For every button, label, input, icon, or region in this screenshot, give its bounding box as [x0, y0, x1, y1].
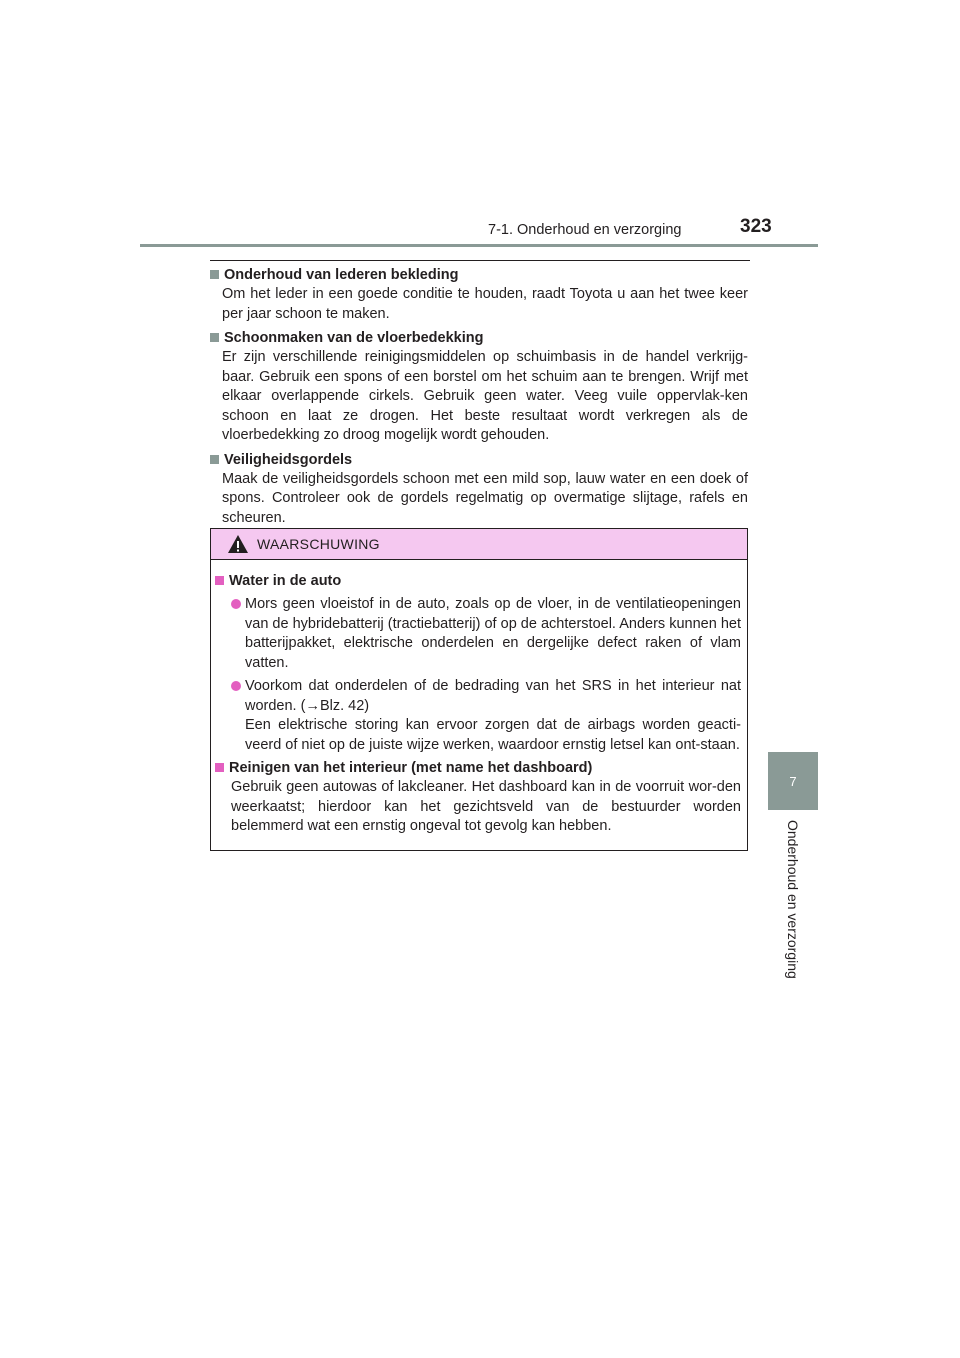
header-divider	[140, 244, 818, 247]
warning-bullet	[215, 595, 741, 673]
bullet-text: Een elektrische storing kan ervoor zorgen dat de airbags worden geacti-veerd of niet op de juiste wijze werken, waardoor ernstig letsel kan ont-staan.	[245, 717, 741, 753]
warning-bullet-continuation	[215, 716, 741, 755]
heading-text: Veiligheidsgordels	[224, 451, 353, 468]
heading-text: Schoonmaken van de vloerbedekking	[224, 330, 484, 346]
warning-bullet	[215, 677, 741, 716]
square-bullet-icon	[215, 763, 224, 772]
square-bullet-icon	[210, 333, 219, 342]
warning-triangle-icon	[227, 534, 249, 554]
chapter-title-vertical	[775, 820, 811, 990]
section-leather	[210, 266, 748, 324]
square-bullet-icon	[210, 270, 219, 279]
section-text: Maak de veiligheidsgordels schoon met een mild sop, lauw water en een doek of spons. Controleer ook de gordels regelmatig op overmatige slijtage, rafels en scheuren.	[222, 470, 748, 526]
page-number: 323	[740, 216, 772, 237]
section-carpet	[210, 329, 748, 446]
chapter-number: 7	[789, 773, 797, 789]
bullet-text: Mors geen vloeistof in de auto, zoals op de vloer, in de ventilatieopeningen van de hybridebatterij (tractiebatterij) of op de achterstoel. Anders kunnen het batterijpakket, elektrische onderdelen en dergelijke defect raken of vlam vatten.	[245, 596, 741, 671]
section-title: 7-1. Onderhoud en verzorging	[488, 222, 682, 238]
section-seatbelts	[210, 451, 748, 529]
warning-box	[210, 528, 748, 851]
content-divider	[210, 260, 750, 261]
square-bullet-icon	[215, 576, 224, 585]
warning-paragraph: Gebruik geen autowas of lakcleaner. Het dashboard kan in de voorruit wor-den weerkaatst; hierdoor kan het gezichtsveld van de bestuurder worden belemmerd wat een ernstig ongeval tot gevolg kan hebben.	[231, 779, 741, 834]
section-text: Er zijn verschillende reinigingsmiddelen op schuimbasis in de handel verkrijg-baar. Gebruik een spons of een borstel om het schuim aan te brengen. Wrijf met elkaar overlappende cirkels. Gebruik geen water. Veeg vuile oppervlak-ken schoon en laat ze drogen. Het beste resultaat wordt verkregen als de vloerbedekking zo droog mogelijk wordt gehouden.	[222, 349, 748, 443]
warning-subheading	[215, 572, 741, 591]
main-content	[210, 266, 748, 533]
heading-text: Water in de auto	[229, 573, 342, 589]
round-bullet-icon	[231, 681, 241, 691]
chapter-title: Onderhoud en verzorging	[785, 820, 801, 979]
section-heading	[210, 329, 748, 348]
warning-label: WAARSCHUWING	[257, 536, 380, 552]
warning-body	[211, 560, 747, 837]
warning-subheading	[215, 759, 741, 778]
heading-text: Reinigen van het interieur (met name het dashboard)	[229, 760, 593, 776]
warning-header	[211, 529, 747, 560]
bullet-text: Voorkom dat onderdelen of de bedrading van het SRS in het interieur nat worden. (→Blz. 42)	[245, 678, 741, 714]
heading-text: Onderhoud van lederen bekleding	[224, 267, 459, 283]
section-heading	[210, 451, 748, 470]
round-bullet-icon	[231, 599, 241, 609]
section-heading	[210, 266, 748, 285]
square-bullet-icon	[210, 455, 219, 464]
section-text: Om het leder in een goede conditie te houden, raadt Toyota u aan het twee keer per jaar schoon te maken.	[222, 286, 748, 322]
chapter-tab	[768, 752, 818, 810]
